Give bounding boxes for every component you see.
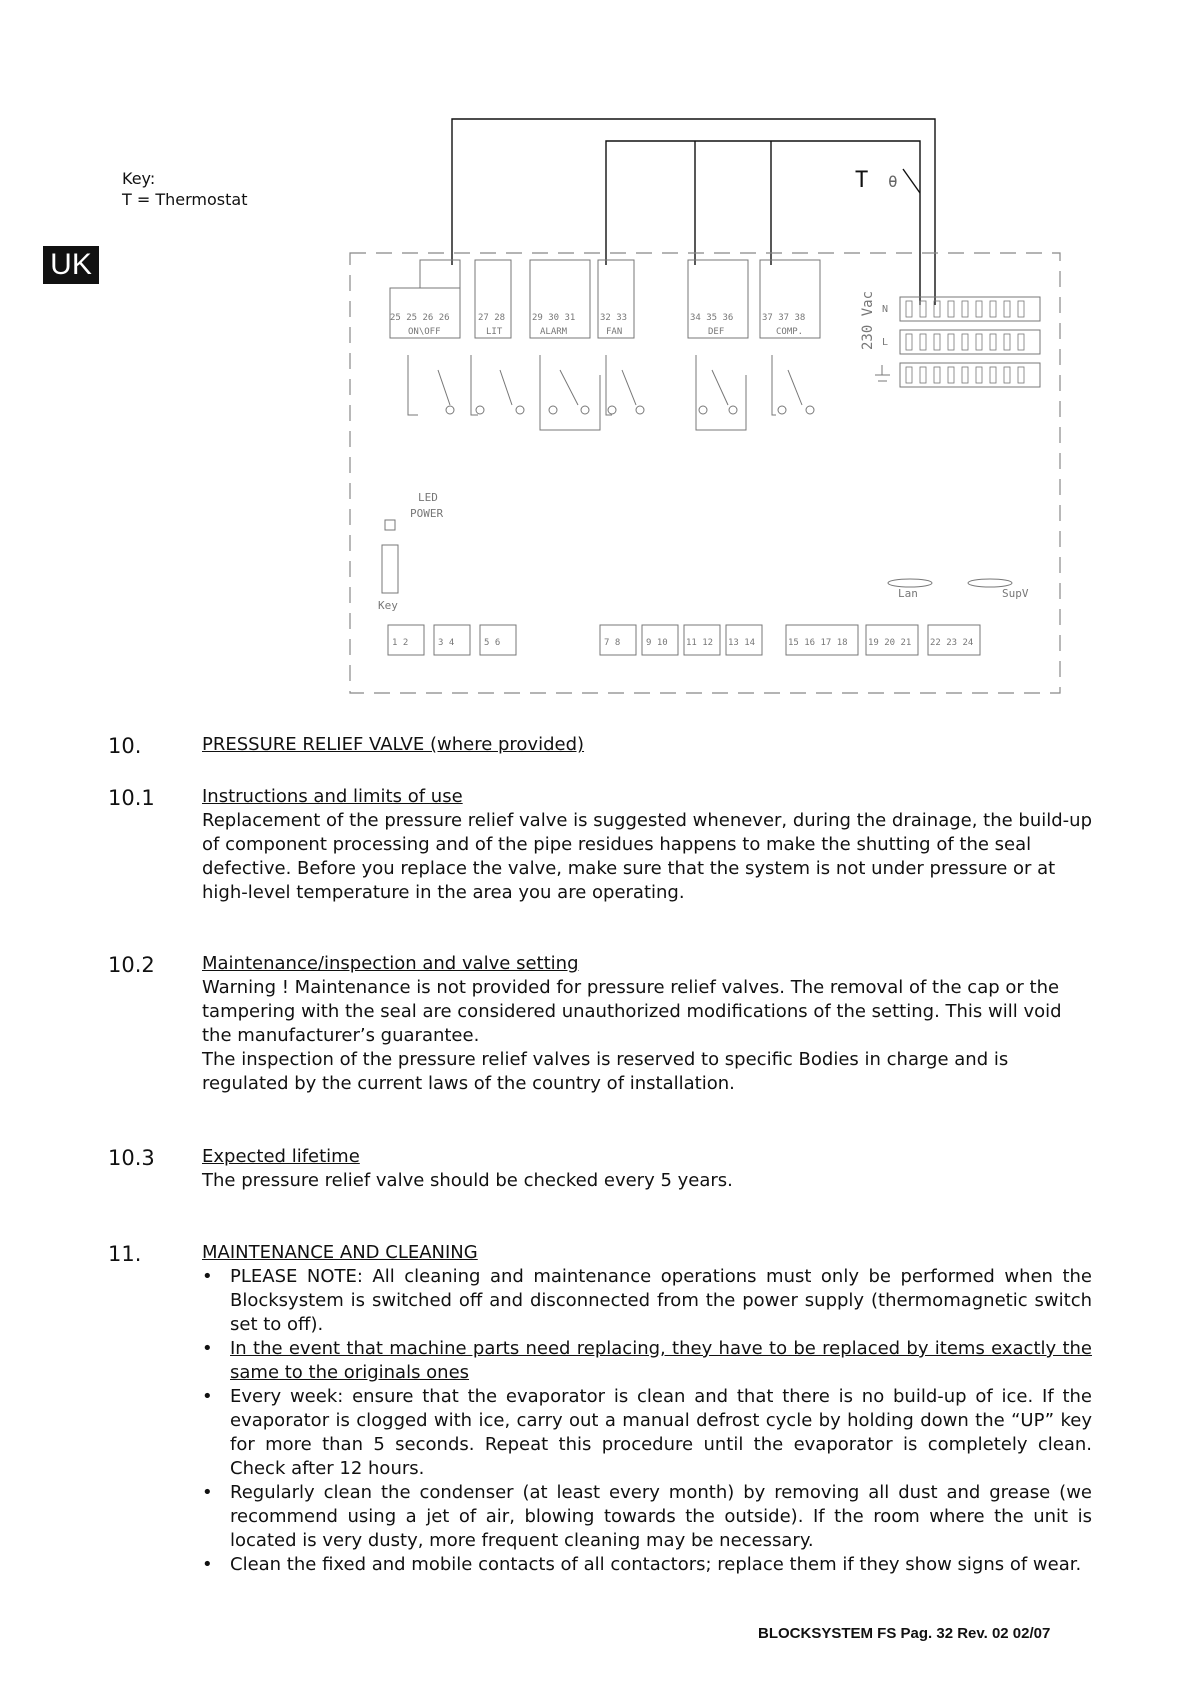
list-item: • Clean the fixed and mobile contacts of all contactors; replace them if they show signs of wear. bbox=[202, 1553, 1092, 1577]
thermostat-label: T bbox=[855, 168, 869, 193]
list-item: • In the event that machine parts need replacing, they have to be replaced by items exactly the same to the originals ones bbox=[202, 1337, 1092, 1385]
supv-label: SupV bbox=[1002, 587, 1029, 600]
led-label: LED bbox=[418, 491, 438, 504]
section-number-10-1: 10.1 bbox=[108, 786, 155, 810]
relay-numbers-onoff: 25 25 26 26 bbox=[390, 313, 450, 323]
relay-numbers-def: 34 35 36 bbox=[690, 313, 734, 323]
section-text-10-2 bbox=[202, 976, 1092, 1096]
neutral-label: N bbox=[882, 304, 889, 315]
language-tab: UK bbox=[43, 246, 99, 284]
relay-numbers-fan: 32 33 bbox=[600, 313, 628, 323]
relay-numbers-lit: 27 28 bbox=[478, 313, 506, 323]
relay-numbers-alarm: 29 30 31 bbox=[532, 313, 576, 323]
wiring-diagram bbox=[340, 105, 1070, 705]
terminal-numbers-1: 1 2 bbox=[392, 638, 409, 648]
paragraph: The pressure relief valve should be checked every 5 years. bbox=[202, 1170, 733, 1191]
terminal-numbers-7: 13 14 bbox=[728, 638, 756, 648]
section-text-10-3 bbox=[202, 1169, 1092, 1193]
key-title: Key: bbox=[122, 169, 156, 188]
voltage-label: 230 Vac bbox=[860, 290, 876, 350]
section-title-10: PRESSURE RELIEF VALVE (where provided) bbox=[202, 734, 585, 755]
relay-label-fan: FAN bbox=[606, 327, 623, 337]
line-label: L bbox=[882, 337, 889, 348]
thermostat-theta: θ bbox=[888, 172, 898, 191]
key-connector-label: Key bbox=[378, 599, 398, 612]
maintenance-list bbox=[202, 1265, 1092, 1577]
section-number-10-3: 10.3 bbox=[108, 1146, 155, 1170]
terminal-numbers-3: 5 6 bbox=[484, 638, 501, 648]
terminal-numbers-4: 7 8 bbox=[604, 638, 621, 648]
relay-numbers-comp: 37 37 38 bbox=[762, 313, 806, 323]
section-title-10-3: Expected lifetime bbox=[202, 1146, 360, 1167]
list-item: • Every week: ensure that the evaporator is clean and that there is no build-up of ice. If the evaporator is clogged with ice, carry out a manual defrost cycle by holding down the “UP” key for more than 5 seconds. Repeat this procedure until the evaporator is completely clean. Check after 12 hours. bbox=[202, 1385, 1092, 1481]
terminal-numbers-10: 22 23 24 bbox=[930, 638, 974, 648]
relay-label-onoff: ON\OFF bbox=[408, 327, 441, 337]
paragraph: Replacement of the pressure relief valve is suggested whenever, during the drainage, the build-up of component processing and of the pipe residues happens to make the shutting of the seal defective. Before you replace the valve, make sure that the system is not under pressure or at high-level temperature in the area you are operating. bbox=[202, 810, 1093, 903]
relay-label-lit: LIT bbox=[486, 327, 503, 337]
warning-paragraph: Warning ! Maintenance is not provided for pressure relief valves. The removal of the cap or the tampering with the seal are considered unauthorized modifications of the setting. This will void the manufacturer’s guarantee. bbox=[202, 977, 1062, 1046]
section-number-10-2: 10.2 bbox=[108, 953, 155, 977]
key-line: T = Thermostat bbox=[122, 190, 248, 209]
terminal-numbers-9: 19 20 21 bbox=[868, 638, 912, 648]
terminal-numbers-8: 15 16 17 18 bbox=[788, 638, 848, 648]
paragraph: The inspection of the pressure relief valves is reserved to specific Bodies in charge and is regulated by the current laws of the country of installation. bbox=[202, 1049, 1009, 1094]
list-item: • PLEASE NOTE: All cleaning and maintenance operations must only be performed when the Blocksystem is switched off and disconnected from the power supply (thermomagnetic switch set to off). bbox=[202, 1265, 1092, 1337]
relay-label-def: DEF bbox=[708, 327, 725, 337]
diagram-key bbox=[122, 168, 247, 210]
section-title-11: MAINTENANCE AND CLEANING bbox=[202, 1242, 478, 1263]
section-title-10-2: Maintenance/inspection and valve setting bbox=[202, 953, 579, 974]
section-title-10-1: Instructions and limits of use bbox=[202, 786, 463, 807]
section-number-10: 10. bbox=[108, 734, 142, 758]
page-footer: BLOCKSYSTEM FS Pag. 32 Rev. 02 02/07 bbox=[758, 1625, 1051, 1642]
relay-label-comp: COMP. bbox=[776, 327, 804, 337]
section-number-11: 11. bbox=[108, 1242, 142, 1266]
terminal-numbers-2: 3 4 bbox=[438, 638, 455, 648]
power-label: POWER bbox=[410, 507, 444, 520]
section-text-10-1 bbox=[202, 809, 1092, 905]
relay-label-alarm: ALARM bbox=[540, 327, 568, 337]
terminal-numbers-6: 11 12 bbox=[686, 638, 714, 648]
lan-label: Lan bbox=[898, 587, 918, 600]
list-item: • Regularly clean the condenser (at least every month) by removing all dust and grease (we recommend using a jet of air, blowing towards the outside). If the room where the unit is located is very dusty, more frequent cleaning may be necessary. bbox=[202, 1481, 1092, 1553]
terminal-numbers-5: 9 10 bbox=[646, 638, 668, 648]
